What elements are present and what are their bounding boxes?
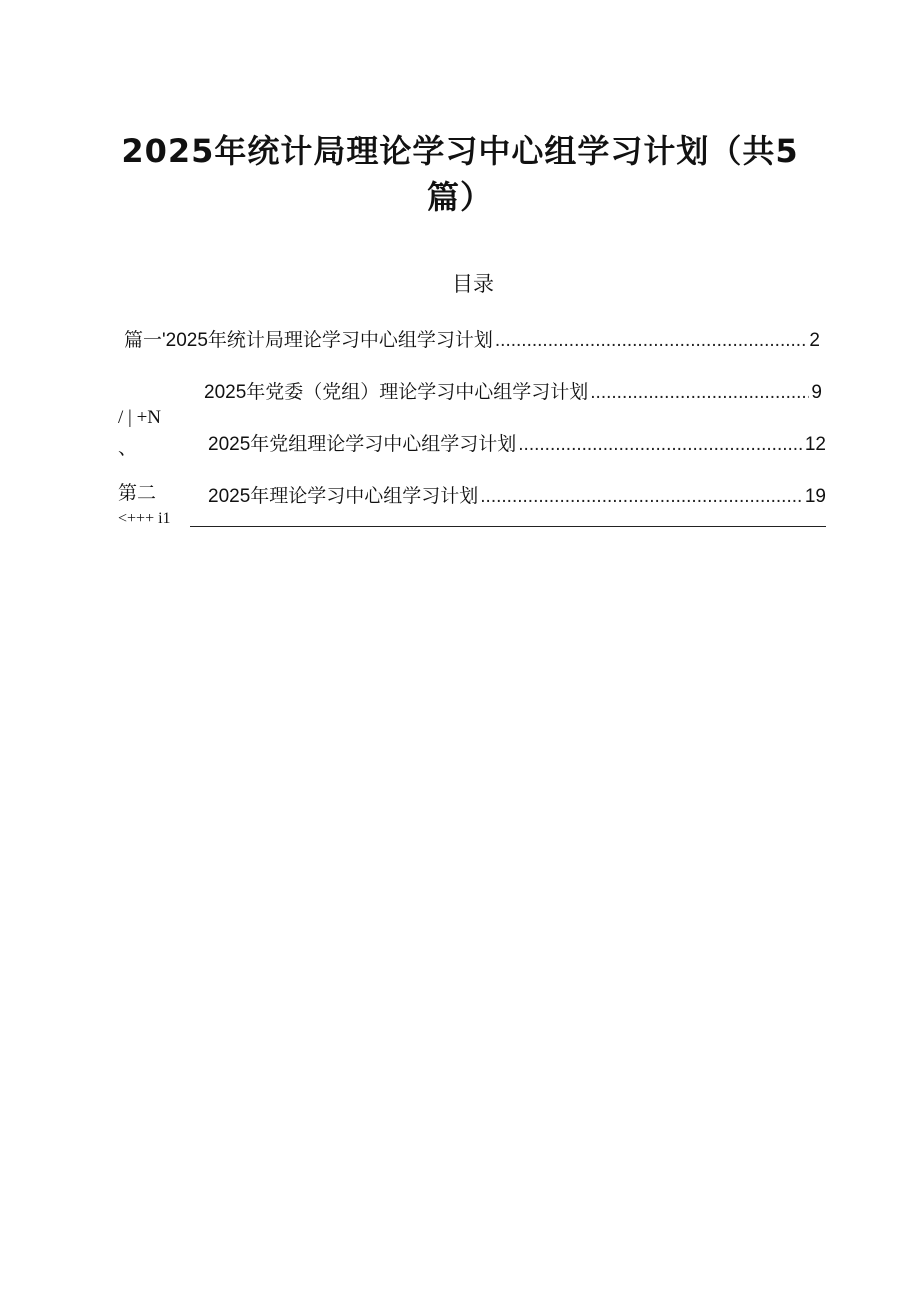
toc-entry-page: 12	[804, 434, 826, 455]
toc-entry-title: 篇一'2025年统计局理论学习中心组学习计划	[124, 330, 493, 351]
toc-dot-leader	[518, 432, 803, 458]
toc-entry-page: 19	[804, 486, 826, 507]
ocr-fragment: / | +N	[118, 407, 162, 428]
toc-entry[interactable]	[208, 484, 826, 510]
toc-entry-page: 9	[811, 382, 822, 403]
title-line-1: 2025年统计局理论学习中心组学习计划（共5	[121, 132, 799, 170]
document-title	[0, 128, 920, 220]
ocr-fragment: <+++ i1	[118, 510, 171, 527]
toc-dot-leader	[480, 484, 803, 510]
toc-entry[interactable]	[124, 328, 820, 354]
title-line-2: 篇）	[426, 178, 493, 216]
toc-entry-title: 2025年党组理论学习中心组学习计划	[208, 434, 517, 455]
toc-dot-leader	[590, 380, 809, 406]
horizontal-rule	[190, 526, 826, 527]
toc-entry-title: 2025年党委（党组）理论学习中心组学习计划	[204, 382, 589, 403]
toc-heading: 目录	[452, 272, 494, 296]
toc-entry[interactable]	[208, 432, 826, 458]
toc-entry[interactable]	[204, 380, 822, 406]
ocr-fragment: 、	[118, 438, 138, 459]
toc-entry-title: 2025年理论学习中心组学习计划	[208, 486, 479, 507]
toc-entry-page: 2	[809, 330, 820, 351]
toc-dot-leader	[495, 328, 808, 354]
ocr-fragment: 第二	[118, 482, 157, 504]
